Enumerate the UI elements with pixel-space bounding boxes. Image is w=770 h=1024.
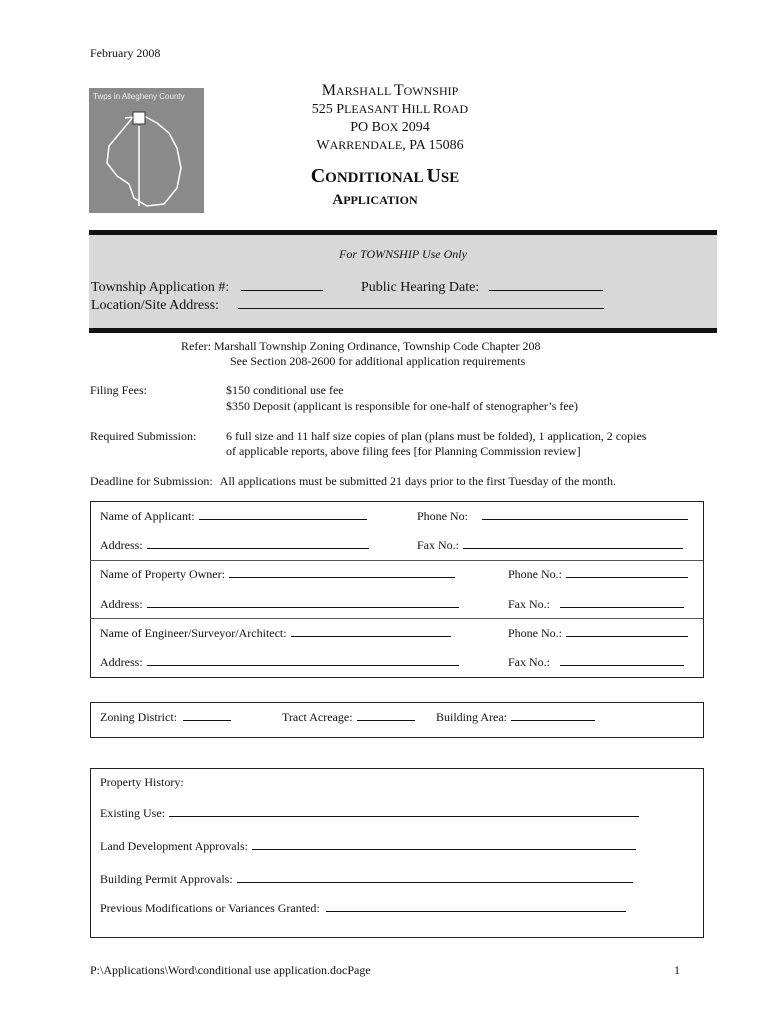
applicant-fax-label: Fax No.: [417, 538, 459, 552]
public-hearing-field[interactable] [361, 279, 603, 296]
engineer-phone-field[interactable] [508, 625, 688, 641]
public-hearing-label: Public Hearing Date: [361, 280, 480, 295]
engineer-name-line[interactable] [291, 625, 451, 637]
required-submission-line-1: 6 full size and 11 half size copies of plan (plans must be folded), 1 application, 2 copies [226, 429, 647, 443]
engineer-fax-line[interactable] [560, 654, 684, 666]
land-development-label: Land Development Approvals: [100, 839, 248, 853]
engineer-name-label: Name of Engineer/Surveyor/Architect: [100, 626, 287, 640]
applicant-name-field[interactable] [100, 508, 367, 524]
building-area-label: Building Area: [436, 710, 507, 724]
zoning-district-label: Zoning District: [100, 710, 177, 724]
township-address [250, 82, 530, 154]
township-map-icon [89, 88, 204, 213]
engineer-fax-label: Fax No.: [508, 655, 550, 669]
owner-name-line[interactable] [229, 566, 455, 578]
engineer-phone-line[interactable] [566, 625, 688, 637]
township-use-box [89, 230, 717, 333]
street-address: 525 PLEASANT HILL ROAD [311, 102, 469, 117]
tract-acreage-label: Tract Acreage: [282, 710, 353, 724]
owner-address-line[interactable] [147, 596, 459, 608]
deadline-text: All applications must be submitted 21 days prior to the first Tuesday of the month. [219, 474, 616, 488]
form-title: CONDITIONAL USE APPLICATION [310, 165, 460, 208]
engineer-phone-label: Phone No.: [508, 626, 562, 640]
applicant-fax-line[interactable] [463, 537, 683, 549]
public-hearing-line[interactable] [489, 279, 603, 291]
applicant-name-line[interactable] [199, 508, 367, 520]
document-date: February 2008 [90, 46, 161, 60]
county-map-image [89, 88, 204, 213]
township-application-field[interactable] [91, 279, 323, 296]
engineer-name-field[interactable] [100, 625, 451, 641]
location-site-label: Location/Site Address: [91, 298, 219, 313]
building-area-field[interactable] [436, 709, 595, 725]
township-application-label: Township Application #: [91, 280, 230, 295]
required-submission-label: Required Submission: [90, 429, 197, 443]
engineer-fax-field[interactable] [508, 654, 684, 670]
applicant-fax-field[interactable] [417, 537, 683, 553]
owner-name-label: Name of Property Owner: [100, 567, 225, 581]
land-development-line[interactable] [252, 838, 636, 850]
location-site-line[interactable] [238, 297, 604, 309]
building-permit-field[interactable] [100, 871, 633, 887]
map-label: Twps in Allegheny County [93, 92, 185, 101]
owner-address-label: Address: [100, 597, 143, 611]
township-use-heading: For TOWNSHIP Use Only [339, 247, 467, 261]
existing-use-line[interactable] [169, 805, 639, 817]
owner-phone-line[interactable] [566, 566, 688, 578]
zoning-district-line[interactable] [183, 709, 231, 721]
city-state-zip: WARRENDALE, PA 15086 [316, 138, 464, 153]
refer-line-2: See Section 208-2600 for additional application requirements [230, 354, 526, 368]
applicant-phone-line[interactable] [482, 508, 688, 520]
owner-phone-label: Phone No.: [508, 567, 562, 581]
applicant-address-field[interactable] [100, 537, 369, 553]
existing-use-field[interactable] [100, 805, 639, 821]
previous-modifications-line[interactable] [326, 900, 626, 912]
previous-modifications-label: Previous Modifications or Variances Granted: [100, 901, 320, 915]
contact-info-box [90, 501, 704, 678]
owner-fax-label: Fax No.: [508, 597, 550, 611]
township-name: MARSHALL TOWNSHIP [321, 82, 459, 99]
existing-use-label: Existing Use: [100, 806, 165, 820]
tract-acreage-field[interactable] [282, 709, 415, 725]
building-area-line[interactable] [511, 709, 595, 721]
filing-fees-label: Filing Fees: [90, 383, 148, 397]
building-permit-label: Building Permit Approvals: [100, 872, 233, 886]
township-application-line[interactable] [241, 279, 323, 291]
owner-phone-field[interactable] [508, 566, 688, 582]
deadline-label: Deadline for Submission: [90, 474, 213, 488]
contact-divider-1 [90, 560, 703, 561]
engineer-address-line[interactable] [147, 654, 459, 666]
building-permit-line[interactable] [237, 871, 633, 883]
tract-acreage-line[interactable] [357, 709, 415, 721]
engineer-address-field[interactable] [100, 654, 459, 670]
land-development-field[interactable] [100, 838, 636, 854]
zoning-district-field[interactable] [100, 709, 231, 725]
applicant-phone-field[interactable] [417, 508, 688, 524]
property-history-heading: Property History: [100, 775, 184, 789]
required-submission-line-2: of applicable reports, above filing fees [for Planning Commission review] [226, 444, 581, 458]
filing-fee-line-1: $150 conditional use fee [226, 383, 344, 397]
engineer-address-label: Address: [100, 655, 143, 669]
applicant-name-label: Name of Applicant: [100, 509, 195, 523]
owner-name-field[interactable] [100, 566, 455, 582]
location-site-field[interactable] [91, 297, 604, 314]
deadline-row [90, 474, 616, 489]
refer-line-1: Refer: Marshall Township Zoning Ordinance, Township Code Chapter 208 [181, 339, 541, 353]
footer-page-number: 1 [674, 963, 680, 977]
previous-modifications-field[interactable] [100, 900, 626, 916]
applicant-phone-label: Phone No: [417, 509, 468, 523]
contact-divider-2 [90, 618, 703, 619]
owner-fax-line[interactable] [560, 596, 684, 608]
po-box: PO BOX 2094 [350, 120, 430, 135]
owner-address-field[interactable] [100, 596, 459, 612]
applicant-address-label: Address: [100, 538, 143, 552]
footer-file-path: P:\Applications\Word\conditional use application.docPage [90, 963, 371, 977]
owner-fax-field[interactable] [508, 596, 684, 612]
filing-fee-line-2: $350 Deposit (applicant is responsible for one-half of stenographer’s fee) [226, 399, 579, 413]
applicant-address-line[interactable] [147, 537, 369, 549]
